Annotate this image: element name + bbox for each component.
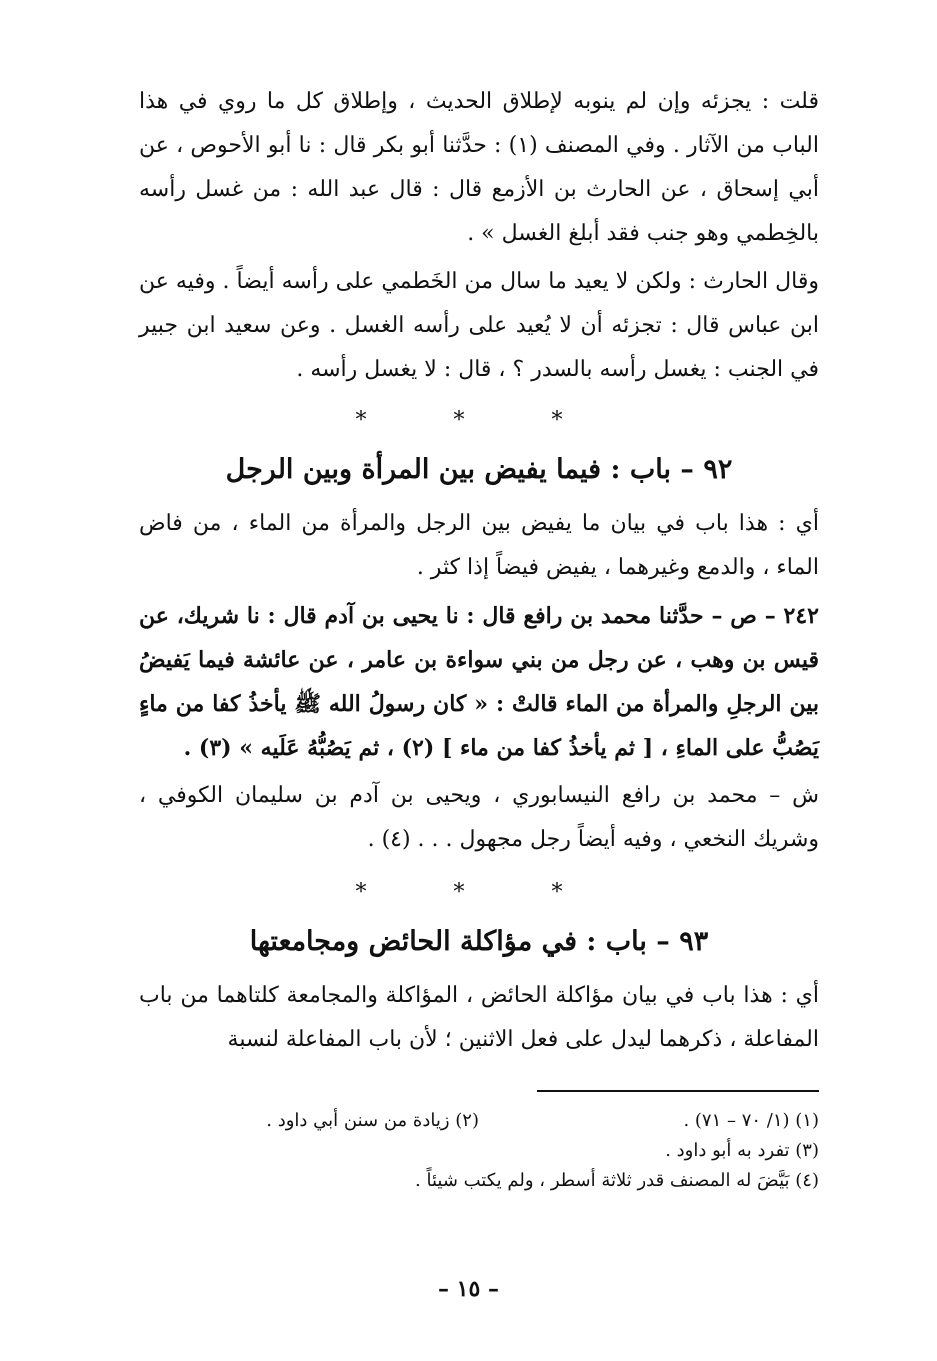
chapter-heading-92: ٩٢ – باب : فيما يفيض بين المرأة وبين الرجل: [225, 454, 733, 485]
footnote-2: (٢) زيادة من سنن أبي داود .: [266, 1110, 479, 1131]
paragraph-2: وقال الحارث : ولكن لا يعيد ما سال من الخَطمي على رأسه أيضاً . وفيه عن ابن عباس قال : تجزئه أن لا يُعيد على رأسه الغسل . وعن سعيد ابن جبير في الجنب : يغسل رأسه بالسدر ؟ ، قال : لا يغسل رأسه .: [139, 269, 819, 382]
section-separator-1: * * *: [355, 408, 603, 433]
hadith-242: ٢٤٢ – ص – حدَّثنا محمد بن رافع قال : نا يحيى بن آدم قال : نا شريك، عن قيس بن وهب ، عن رجل من بني سواءة بن عامر ، عن عائشة فيما يَفيضُ بين الرجلِ والمرأة من الماء قالتْ : « كان رسولُ الله ﷺ يأخذُ كفا من ماءٍ يَصُبُّ على الماءِ ، [ ثم يأخذُ كفا من ماء ] (٢) ، ثم يَصُبُّهُ عَلَيه » (٣) .: [139, 603, 819, 761]
footnotes: [139, 1106, 819, 1196]
paragraph-1: قلت : يجزئه وإن لم ينوبه لإطلاق الحديث ، وإطلاق كل ما روي في هذا الباب من الآثار . وفي المصنف (١) : حدَّثنا أبو بكر قال : نا أبو الأحوص ، عن أبي إسحاق ، عن الحارث بن الأزمع قال : قال عبد الله : من غسل رأسه بالخِطمي وهو جنب فقد أبلغ الغسل » .: [139, 89, 819, 246]
footnote-divider: [537, 1090, 819, 1092]
chapter-heading-93: ٩٣ – باب : في مؤاكلة الحائض ومجامعتها: [249, 926, 709, 957]
footnote-1: (١) (١/ ٧٠ – ٧١) .: [683, 1110, 819, 1131]
footnote-row-1: [139, 1106, 819, 1136]
paragraph-3: أي : هذا باب في بيان ما يفيض بين الرجل والمرأة من الماء ، من فاض الماء ، والدمع وغيرهما ، يفيض فيضاً إذا كثر .: [139, 511, 819, 580]
footnote-3: (٣) تفرد به أبو داود .: [665, 1140, 819, 1161]
footnote-4: (٤) بَيَّضَ له المصنف قدر ثلاثة أسطر ، ولم يكتب شيئاً .: [415, 1170, 819, 1191]
page-number: – ١٥ –: [438, 1276, 499, 1302]
main-text-column: [139, 80, 819, 1062]
section-separator-2: * * *: [355, 880, 603, 905]
paragraph-commentary: ش – محمد بن رافع النيسابوري ، ويحيى بن آدم بن سليمان الكوفي ، وشريك النخعي ، وفيه أيضاً رجل مجهول . . . (٤) .: [139, 783, 819, 852]
paragraph-6: أي : هذا باب في بيان مؤاكلة الحائض ، المؤاكلة والمجامعة كلتاهما من باب المفاعلة ، ذكرهما ليدل على فعل الاثنين ؛ لأن باب المفاعلة لنسبة: [139, 983, 819, 1052]
